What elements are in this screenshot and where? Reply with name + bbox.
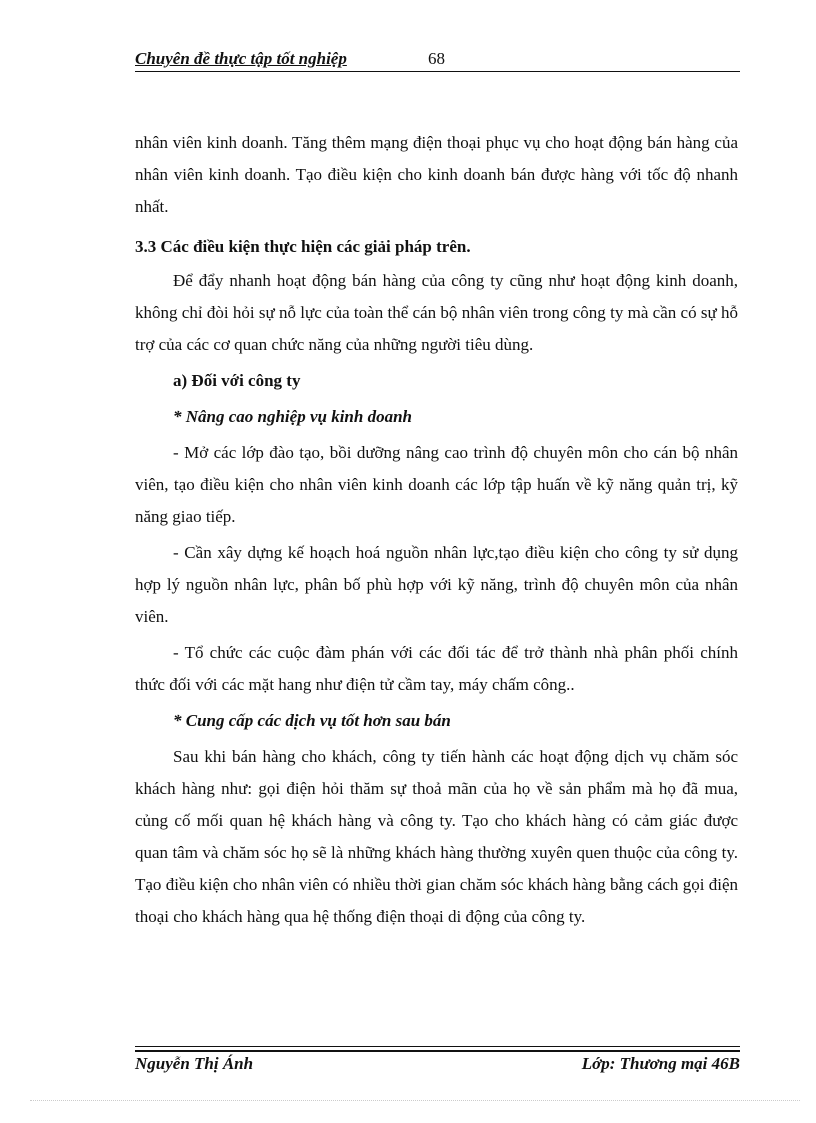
paragraph-continuation: nhân viên kinh doanh. Tăng thêm mạng điện thoại phục vụ cho hoạt động bán hàng của nhân viên kinh doanh. Tạo điều kiện cho kinh doanh bán được hàng với tốc độ nhanh nhất. [135, 133, 738, 216]
footer-author: Nguyễn Thị Ánh [135, 1054, 254, 1073]
header-rule [135, 71, 740, 72]
section-heading: 3.3 Các điều kiện thực hiện các giải pháp trên. [135, 237, 471, 256]
page-header [135, 49, 740, 71]
paragraph-intro: Để đẩy nhanh hoạt động bán hàng của công ty cũng như hoạt động kinh doanh, không chỉ đòi hỏi sự nỗ lực của toàn thể cán bộ nhân viên trong công ty mà cần có sự hỗ trợ của các cơ quan chức năng của những người tiêu dùng. [135, 271, 738, 354]
document-body [135, 127, 738, 933]
subsection-item-heading: * Nâng cao nghiệp vụ kinh doanh [173, 407, 412, 426]
bullet-paragraph-training: - Mở các lớp đào tạo, bồi dưỡng nâng cao trình độ chuyên môn cho cán bộ nhân viên, tạo điều kiện cho nhân viên kinh doanh các lớp tập huấn về kỹ năng quản trị, kỹ năng giao tiếp. [135, 443, 738, 526]
spacer [135, 223, 738, 231]
bullet-paragraph-hr-plan: - Cần xây dựng kế hoạch hoá nguồn nhân lực,tạo điều kiện cho công ty sử dụng hợp lý nguồn nhân lực, phân bố phù hợp với kỹ năng, trình độ chuyên môn của nhân viên. [135, 543, 738, 626]
paragraph-after-sales: Sau khi bán hàng cho khách, công ty tiến hành các hoạt động dịch vụ chăm sóc khách hàng như: gọi điện hỏi thăm sự thoả mãn của họ về sản phẩm mà họ đã mua, củng cố mối quan hệ khách hàng và công ty. Tạo cho khách hàng có cảm giác được quan tâm và chăm sóc họ sẽ là những khách hàng thường xuyên quen thuộc của công ty. Tạo điều kiện cho nhân viên có nhiều thời gian chăm sóc khách hàng bằng cách gọi điện thoại cho khách hàng qua hệ thống điện thoại di động của công ty. [135, 747, 738, 926]
subsection-item-heading-service: * Cung cấp các dịch vụ tốt hơn sau bán [173, 711, 451, 730]
footer-rule-thick [135, 1050, 740, 1052]
footer-rule-thin [135, 1046, 740, 1047]
footer-class: Lớp: Thương mại 46B [581, 1054, 740, 1073]
subsection-heading: a) Đối với công ty [173, 371, 301, 390]
bullet-paragraph-negotiation: - Tổ chức các cuộc đàm phán với các đối tác để trở thành nhà phân phối chính thức đối với các mặt hang như điện tử cầm tay, máy chấm công.. [135, 643, 738, 694]
header-title: Chuyên đề thực tập tốt nghiệp [135, 49, 347, 68]
page-bottom-dotted-line [30, 1100, 800, 1101]
page-number: 68 [428, 49, 445, 68]
